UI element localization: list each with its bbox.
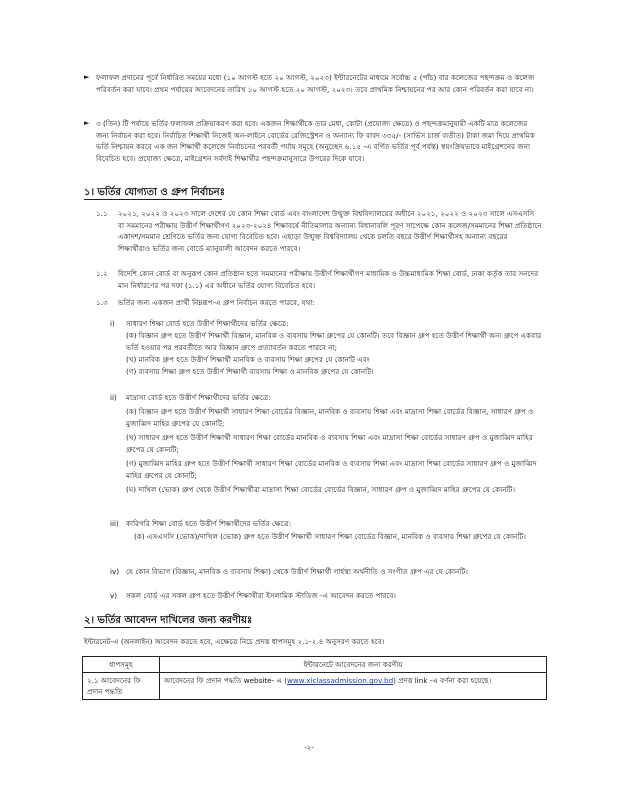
table-row [83, 673, 547, 700]
list-label: iv) [110, 567, 120, 576]
section-heading: ২। ভর্তির আবেদন দাখিলের জন্য করণীয়ঃ [84, 615, 253, 626]
description-text: আবেদনের ফি প্রদান পদ্ধতি website- এ ( [164, 676, 288, 685]
list-item: (ঘ) দাখিল (ভোক) গ্রুপ থেকে উত্তীর্ণ শিক্ষার্থীরা মাদ্রাসা শিক্ষা বোর্ডের বোর্ডের বিজ্ঞান, সাধারণ গ্রুপ ও মুজাব্বিদ মাহির গ্রুপের যে কোনটি। [126, 485, 516, 494]
list-label: v) [110, 591, 118, 600]
table-header-cell: ইন্টারনেটে আবেদনের জন্য করণীয় [160, 657, 547, 673]
list-text: সকল বোর্ড এর সকল গ্রুপ হতে উত্তীর্ণ শিক্ষার্থীরা ইসলামিক স্টাডিজ -এ আবেদন করতে পারবে। [126, 591, 396, 600]
clause-text: ভর্তির জন্য একজন প্রার্থী নিম্নরূপ-এ গ্রুপ নির্বাচন করতে পারবে, যথা: [118, 298, 315, 307]
list-item: (খ) সাধারণ গ্রুপ হতে উত্তীর্ণ শিক্ষার্থী সাধারণ শিক্ষা বোর্ডের মানবিক ও ব্যবসায় শিক্ষা এবং মাদ্রাসা শিক্ষা বোর্ডের সাধারণ গ্রুপ ও মুজাব্বিদ মাহির গ্রুপের যে কোনটি; [126, 433, 533, 454]
clause-number: ১.২ [96, 269, 108, 278]
clause-text: ২০২১, ২০২২ ও ২০২৩ সালে দেশের যে কোন শিক্ষা বোর্ড এবং বাংলাদেশ উন্মুক্ত বিশ্ববিদ্যালয়ের অধীনে ২০২১, ২০২২ ও ২০২৩ সালে এসএসসি বা সমমানের পরীক্ষায় উত্তীর্ণ শিক্ষার্থীগণ ২০২৩-২০২৪ শিক্ষাবর্ষে নীতিমালার অন্যান্য বিধানাবলি পূরণ সাপেক্ষে কোন কলেজ/সমমানের শিক্ষা প্রতিষ্ঠানে একাদশ/সমমান শ্রেণিতে ভর্তির জন্য যোগ্য বিবেচিত হবে। এছাড়া উন্মুক্ত বিশ্ববিদ্যালয় থেকে চলতি বছরে উত্তীর্ণ শিক্ষার্থীসহ অন্যান্য বছরের শিক্ষার্থীরাও ভর্তির জন্য বোর্ডে ম্যানুয়ালী আবেদন করতে পারবে। [118, 209, 542, 253]
heading-underline [84, 199, 222, 200]
section-heading: ১। ভর্তির যোগ্যতা ও গ্রুপ নির্বাচনঃ [84, 187, 225, 198]
list-item: (খ) মানবিক গ্রুপ হতে উত্তীর্ণ শিক্ষার্থী মানবিক ও ব্যবসায় শিক্ষা গ্রুপের যে কোনটি এবং [126, 355, 370, 364]
list-item: (গ) মুজাব্বিদ মাহির গ্রুপ হতে উত্তীর্ণ শিক্ষার্থী সাধারণ শিক্ষা বোর্ডের মানবিক ও ব্যবসায় শিক্ষা এবং মাদ্রাসা শিক্ষা বোর্ডের সাধারণ গ্রুপ ও মুজাব্বিদ মাহির গ্রুপের যে কোনটি; [126, 459, 537, 480]
list-label: iii) [110, 519, 119, 528]
description-text: ) প্রদত্ত link -এ বর্ণনা করা হয়েছে। [393, 676, 492, 685]
arrow-bullet-icon: ► [84, 73, 90, 81]
clause-number: ১.৩ [96, 298, 108, 307]
list-label: i) [110, 319, 115, 328]
page-number: -২- [304, 744, 314, 752]
list-item: (ক) বিজ্ঞান গ্রুপ হতে উত্তীর্ণ শিক্ষার্থী বিজ্ঞান, মানবিক ও ব্যবসায় শিক্ষা গ্রুপের যে কোনটি। তবে বিজ্ঞান গ্রুপ হতে উত্তীর্ণ শিক্ষার্থী অন্য গ্রুপে একবার ভর্তি হওয়ার পর পরবর্তীতে আর বিজ্ঞান গ্রুপে প্রত্যাবর্তন করতে পারবে না; [126, 331, 542, 352]
list-item: (গ) ব্যবসায় শিক্ষা গ্রুপ হতে উত্তীর্ণ শিক্ষার্থী ব্যবসায় শিক্ষা ও মানবিক গ্রুপের যে কোনটি। [126, 367, 374, 376]
list-item: (ক) বিজ্ঞান গ্রুপ হতে উত্তীর্ণ শিক্ষার্থী সাধারণ শিক্ষা বোর্ডের বিজ্ঞান, মানবিক ও ব্যবসায় শিক্ষা এবং মাদ্রাসা শিক্ষা বোর্ডের বিজ্ঞান, সাধারণ গ্রুপ ও মুজাব্বিদ মাহির গ্রুপের যে কোনটি; [126, 407, 534, 428]
list-title: মাদ্রাসা বোর্ড হতে উত্তীর্ণ শিক্ষার্থীদের ভর্তির ক্ষেত্রে: [126, 393, 271, 402]
list-label: ii) [110, 393, 117, 402]
table-header-cell: ধাপসমূহ [83, 657, 160, 673]
arrow-bullet-icon: ► [84, 119, 90, 127]
bullet-paragraph: ৩ (তিন) টি পর্যায়ে ভর্তির ফলাফল প্রক্রিয়াকরণ করা হবে। একজন শিক্ষার্থীকে তার মেধা, কোটা (প্রযোজ্য ক্ষেত্রে) ও পছন্দক্রমানুযায়ী একটি মাত্র কলেজের জন্য নির্বাচন করা হবে। নির্বাচিত শিক্ষার্থী নিজেই অন-লাইনে বোর্ডের রেজিস্ট্রেশন ও অন্যান্য ফি বাবদ ৩৩৫/- (সার্ভিস চার্জ ব্যতীত) টাকা জমা দিয়ে প্রাথমিক ভর্তি নিশ্চায়ন করবে এক জন শিক্ষার্থী কলেজে নির্বাচনের পরবর্তী পর্যায় সমূহে (অনুচ্ছেদ ৬.১৫ -এ বর্ণিত ভর্তির পূর্ব পর্যন্ত) স্বয়ংক্রিয়ভাবে মাইগ্রেশনের জন্য বিবেচিত হবে। প্রযোজ্য ক্ষেত্রে, মাইগ্রেশন সর্বদাই শিক্ষার্থীর পছন্দক্রমানুসারে উপরের দিকে যাবে। [96, 119, 535, 163]
table-header-row [83, 657, 547, 673]
bullet-paragraph: ফলাফল প্রদানের পূর্বে নির্ধারিত সময়ের মধ্যে (১০ আগস্ট হতে ২০ আগস্ট, ২০২৩) ইন্টারনেটের মাধ্যমে সর্বোচ্চ ৫ (পাঁচ) বার কলেজের পছন্দক্রম ও কলেজ পরিবর্তন করা যাবে। প্রথম পর্যায়ের আবেদনের তারিখ ১০ আগস্ট হতে ২০ আগস্ট, ২০২৩। তবে প্রাথমিক নিশ্চায়নের পর আর কোন পরিবর্তন করা যাবে না। [96, 73, 535, 94]
admission-website-link[interactable]: www.xiclassadmission.gov.bd [287, 676, 394, 685]
list-text: যে কোন বিভাগ (বিজ্ঞান, মানবিক ও ব্যবসায় শিক্ষা) থেকে উত্তীর্ণ শিক্ষার্থী গার্হস্থ্য অর্থনীতি ও সংগীত গ্রুপ এর যে কোনটি। [126, 567, 468, 576]
table-cell-step: ২.১ আবেদনের ফি প্রদান পদ্ধতি [83, 673, 160, 700]
list-item: (ক) এসএসসি (ভোক)/দাখিল (ভোক) গ্রুপ হতে উত্তীর্ণ শিক্ষার্থী সাধারণ শিক্ষা বোর্ডের বিজ্ঞান, মানবিক ও ব্যবসায় শিক্ষা গ্রুপের যে কোনটি। [134, 532, 526, 541]
section-intro: ইন্টারনেট-এ (অনলাইন) আবেদন করতে হবে, এক্ষেত্রে নিচে প্রদত্ত ধাপসমূহ ২.১-২.৪ অনুসরণ করতে হবে। [84, 637, 385, 646]
heading-underline [84, 627, 250, 628]
list-title: কারিগরি শিক্ষা বোর্ড হতে উত্তীর্ণ শিক্ষার্থীদের ভর্তির ক্ষেত্রে: [126, 519, 292, 528]
steps-table [82, 656, 547, 700]
clause-number: ১.১ [96, 209, 108, 218]
table-cell-description [160, 673, 547, 700]
list-title: সাধারণ শিক্ষা বোর্ড হতে উত্তীর্ণ শিক্ষার্থীদের ভর্তির ক্ষেত্রে: [126, 319, 289, 328]
clause-text: বিদেশি কোন বোর্ড বা অনুরূপ কোন প্রতিষ্ঠান হতে সমমানের পরীক্ষায় উত্তীর্ণ শিক্ষার্থীগণ মাধ্যমিক ও উচ্চমাধ্যমিক শিক্ষা বোর্ড, ঢাকা কর্তৃক তার সনদের মান নির্ধারণের পর দফা (১.১) এর অধীনে ভর্তির যোগ্য বিবেচিত হবে। [118, 269, 539, 290]
